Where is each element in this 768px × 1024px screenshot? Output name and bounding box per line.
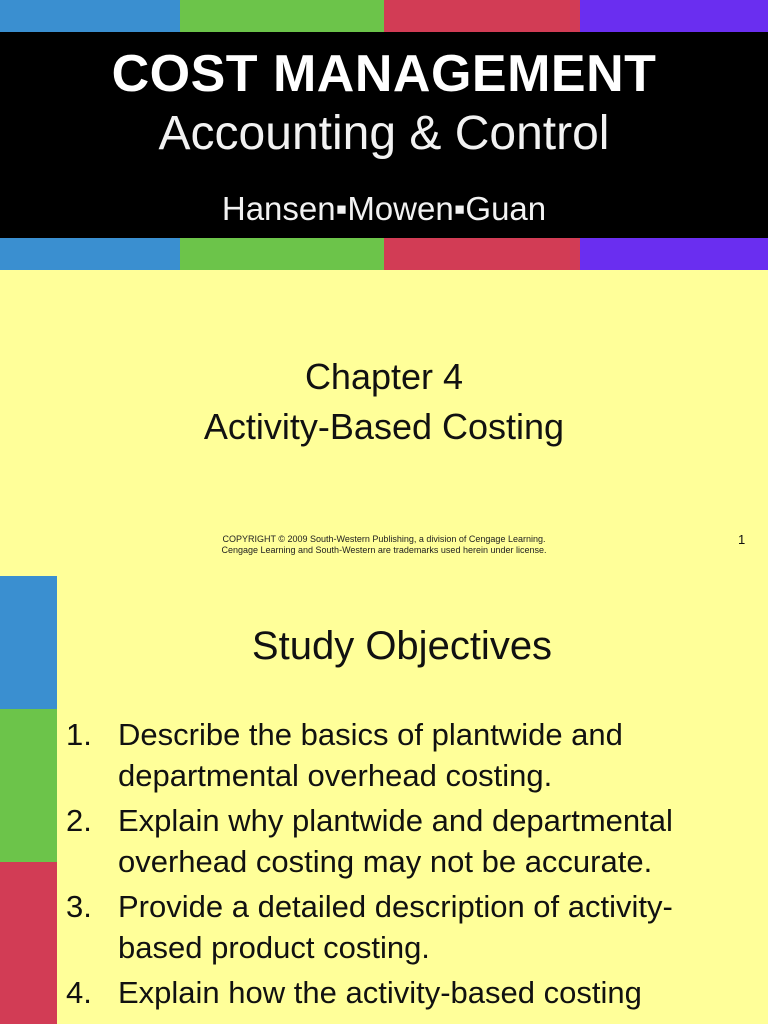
- objective-text: Explain how the activity-based costing: [118, 975, 642, 1010]
- objective-text: Explain why plantwide and departmental overhead costing may not be accurate.: [118, 803, 673, 879]
- objective-number: 3.: [66, 889, 92, 924]
- stripe-blue-segment: [0, 238, 180, 270]
- objective-text: Describe the basics of plantwide and departmental overhead costing.: [118, 717, 623, 793]
- objectives-slide: [0, 576, 768, 1024]
- stripe-purple-segment: [580, 0, 768, 32]
- objective-item: [66, 886, 756, 968]
- slide-heading: Study Objectives: [251, 624, 553, 668]
- title-banner: [0, 32, 768, 238]
- chapter-number: Chapter 4: [304, 356, 464, 397]
- objective-item: [66, 714, 756, 796]
- stripe-blue-segment: [0, 0, 180, 32]
- stripe-red-segment: [384, 238, 580, 270]
- top-color-stripe: [0, 0, 768, 32]
- chapter-title: Activity-Based Costing: [203, 406, 565, 447]
- sidebar-red-block: [0, 862, 57, 1024]
- copyright-line-2: Cengage Learning and South-Western are trademarks used herein under license.: [221, 545, 547, 555]
- book-title: COST MANAGEMENT: [111, 45, 657, 103]
- copyright-line-1: COPYRIGHT © 2009 South-Western Publishing, a division of Cengage Learning.: [222, 534, 546, 544]
- stripe-purple-segment: [580, 238, 768, 270]
- objective-number: 4.: [66, 975, 92, 1010]
- objective-number: 1.: [66, 717, 92, 752]
- copyright-notice: [0, 534, 768, 556]
- bottom-color-stripe: [0, 238, 768, 270]
- sidebar-blue-block: [0, 576, 57, 709]
- stripe-green-segment: [180, 0, 384, 32]
- stripe-red-segment: [384, 0, 580, 32]
- slide-page-number: 1: [738, 532, 746, 547]
- book-authors: Hansen▪Mowen▪Guan: [221, 190, 547, 227]
- objective-item: [66, 800, 756, 882]
- objective-item: [66, 972, 756, 1013]
- objective-text: Provide a detailed description of activity-based product costing.: [118, 889, 673, 965]
- sidebar-green-block: [0, 709, 57, 862]
- stripe-green-segment: [180, 238, 384, 270]
- left-color-sidebar: [0, 576, 57, 1024]
- objective-number: 2.: [66, 803, 92, 838]
- objectives-list: [66, 714, 756, 1017]
- book-subtitle: Accounting & Control: [158, 107, 610, 160]
